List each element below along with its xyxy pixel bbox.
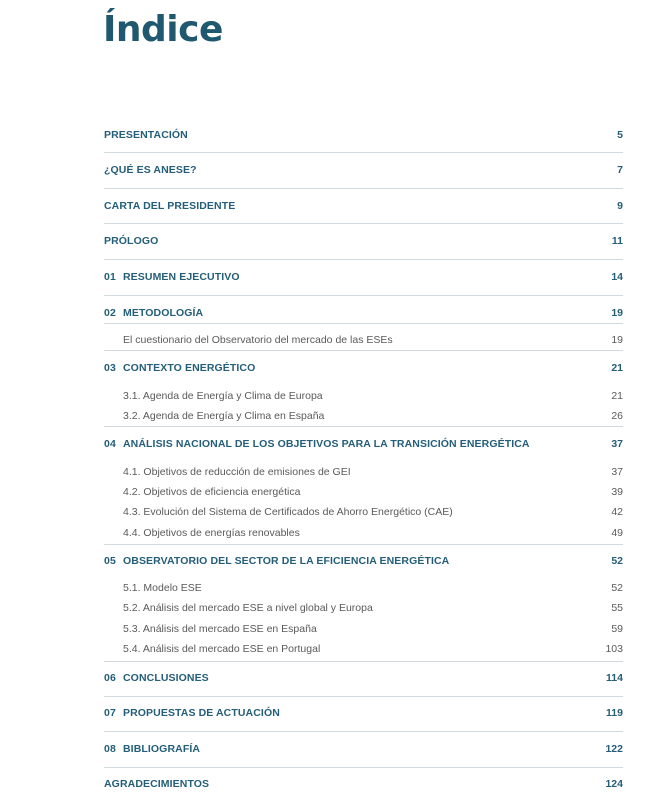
toc-divider [104, 731, 623, 732]
toc-entry-title: METODOLOGÍA [123, 307, 204, 319]
toc-entry-label [123, 641, 320, 657]
toc-subsection-entry[interactable] [104, 600, 623, 616]
toc-page-number: 114 [606, 672, 623, 684]
toc-page-number: 37 [611, 438, 623, 450]
toc-page-number: 5 [617, 129, 623, 141]
toc-subsection-entry[interactable] [104, 525, 623, 541]
page-title: Índice [103, 9, 223, 50]
toc-chapter-entry[interactable] [104, 436, 623, 452]
toc-subsection-entry[interactable] [104, 580, 623, 596]
toc-page-number: 14 [611, 271, 623, 283]
toc-entry-label [104, 741, 200, 757]
toc-entry-label [104, 436, 530, 452]
toc-chapter-entry[interactable] [104, 670, 623, 686]
toc-entry-title: PROPUESTAS DE ACTUACIÓN [123, 707, 280, 719]
toc-entry-label [123, 504, 453, 520]
toc-divider [104, 188, 623, 189]
toc-page-number: 124 [605, 778, 623, 790]
toc-subsection-entry[interactable] [104, 484, 623, 500]
toc-divider [104, 696, 623, 697]
toc-entry-title: 5.3. Análisis del mercado ESE en España [123, 623, 317, 635]
toc-entry-label [104, 360, 255, 376]
toc-page-number: 122 [605, 743, 623, 755]
toc-entry-title: 5.4. Análisis del mercado ESE en Portugal [123, 643, 321, 655]
toc-subsection-entry[interactable] [104, 504, 623, 520]
toc-page-number: 42 [611, 506, 623, 518]
toc-entry-title: 5.2. Análisis del mercado ESE a nivel global y Europa [123, 602, 373, 614]
toc-entry-title: El cuestionario del Observatorio del mercado de las ESEs [123, 334, 393, 346]
toc-entry-title: BIBLIOGRAFÍA [123, 743, 201, 755]
toc-entry-label [104, 233, 158, 249]
toc-entry-label [123, 484, 300, 500]
toc-entry-label [123, 621, 317, 637]
toc-subsection-entry[interactable] [104, 621, 623, 637]
toc-page-number: 21 [611, 390, 623, 402]
toc-entry-title: CARTA DEL PRESIDENTE [104, 200, 236, 212]
toc-entry-title: RESUMEN EJECUTIVO [123, 271, 240, 283]
toc-chapter-entry[interactable] [104, 305, 623, 321]
toc-subsection-entry[interactable] [104, 332, 623, 348]
toc-chapter-entry[interactable] [104, 705, 623, 721]
toc-page-number: 19 [611, 334, 623, 346]
toc-page-number: 9 [617, 200, 623, 212]
toc-entry-title: 3.1. Agenda de Energía y Clima de Europa [123, 390, 323, 402]
toc-entry-title: CONTEXTO ENERGÉTICO [123, 362, 256, 374]
toc-chapter-number: 02 [104, 307, 116, 319]
toc-chapter-number: 04 [104, 438, 116, 450]
toc-entry-label [123, 332, 393, 348]
toc-chapter-entry[interactable] [104, 553, 623, 569]
toc-chapter-entry[interactable] [104, 162, 623, 178]
toc-page-number: 26 [611, 410, 623, 422]
toc-divider [104, 767, 623, 768]
toc-chapter-number: 05 [104, 555, 116, 567]
toc-page-number: 55 [611, 602, 623, 614]
toc-entry-title: CONCLUSIONES [123, 672, 209, 684]
toc-entry-label [123, 388, 323, 404]
toc-entry-label [104, 553, 449, 569]
toc-subsection-entry[interactable] [104, 408, 623, 424]
toc-page-number: 11 [611, 235, 623, 247]
toc-entry-label [104, 705, 280, 721]
toc-chapter-number: 08 [104, 743, 116, 755]
toc-divider [104, 661, 623, 662]
toc-entry-title: AGRADECIMIENTOS [104, 778, 210, 790]
toc-entry-label [123, 525, 300, 541]
toc-page-number: 37 [611, 466, 623, 478]
toc-entry-title: 5.1. Modelo ESE [123, 582, 202, 594]
toc-page-number: 21 [611, 362, 623, 374]
toc-page-number: 59 [611, 623, 623, 635]
toc-entry-label [104, 198, 235, 214]
toc-entry-label [104, 162, 197, 178]
toc-entry-label [123, 408, 324, 424]
toc-entry-title: 4.3. Evolución del Sistema de Certificados de Ahorro Energético (CAE) [123, 506, 453, 518]
toc-chapter-entry[interactable] [104, 269, 623, 285]
toc-entry-title: ¿QUÉ ES ANESE? [104, 164, 197, 176]
toc-entry-label [123, 600, 373, 616]
toc-chapter-number: 03 [104, 362, 116, 374]
toc-page-number: 119 [606, 707, 623, 719]
toc-entry-label [104, 776, 209, 792]
toc-entry-title: 4.2. Objetivos de eficiencia energética [123, 486, 301, 498]
toc-entry-title: OBSERVATORIO DEL SECTOR DE LA EFICIENCIA ENERGÉTICA [123, 555, 450, 567]
toc-divider [104, 152, 623, 153]
toc-chapter-entry[interactable] [104, 127, 623, 143]
toc-entry-label [104, 269, 240, 285]
toc-page-number: 52 [611, 582, 623, 594]
toc-chapter-entry[interactable] [104, 198, 623, 214]
toc-entry-title: PRÓLOGO [104, 235, 159, 247]
toc-entry-title: PRESENTACIÓN [104, 129, 188, 141]
toc-chapter-entry[interactable] [104, 741, 623, 757]
toc-entry-label [123, 464, 351, 480]
toc-chapter-number: 07 [104, 707, 116, 719]
toc-divider [104, 223, 623, 224]
toc-page-number: 7 [617, 164, 623, 176]
toc-entry-title: 4.1. Objetivos de reducción de emisiones de GEI [123, 466, 351, 478]
toc-page-number: 52 [611, 555, 623, 567]
toc-subsection-entry[interactable] [104, 388, 623, 404]
toc-subsection-entry[interactable] [104, 464, 623, 480]
toc-entry-label [104, 127, 188, 143]
toc-entry-title: ANÁLISIS NACIONAL DE LOS OBJETIVOS PARA LA TRANSICIÓN ENERGÉTICA [123, 438, 530, 450]
toc-chapter-number: 06 [104, 672, 116, 684]
toc-chapter-entry[interactable] [104, 776, 623, 792]
toc-divider [104, 323, 623, 324]
toc-entry-label [104, 305, 203, 321]
toc-page-number: 19 [611, 307, 623, 319]
toc-chapter-entry[interactable] [104, 233, 623, 249]
toc-page-number: 103 [605, 643, 623, 655]
toc-divider [104, 259, 623, 260]
toc-page-number: 39 [611, 486, 623, 498]
toc-page-number: 49 [611, 527, 623, 539]
toc-divider [104, 350, 623, 351]
toc-chapter-number: 01 [104, 271, 116, 283]
toc-entry-label [104, 670, 209, 686]
toc-entry-label [123, 580, 202, 596]
toc-divider [104, 426, 623, 427]
toc-divider [104, 544, 623, 545]
toc-entry-title: 4.4. Objetivos de energías renovables [123, 527, 300, 539]
toc-divider [104, 295, 623, 296]
toc-subsection-entry[interactable] [104, 641, 623, 657]
toc-chapter-entry[interactable] [104, 360, 623, 376]
toc-entry-title: 3.2. Agenda de Energía y Clima en España [123, 410, 325, 422]
